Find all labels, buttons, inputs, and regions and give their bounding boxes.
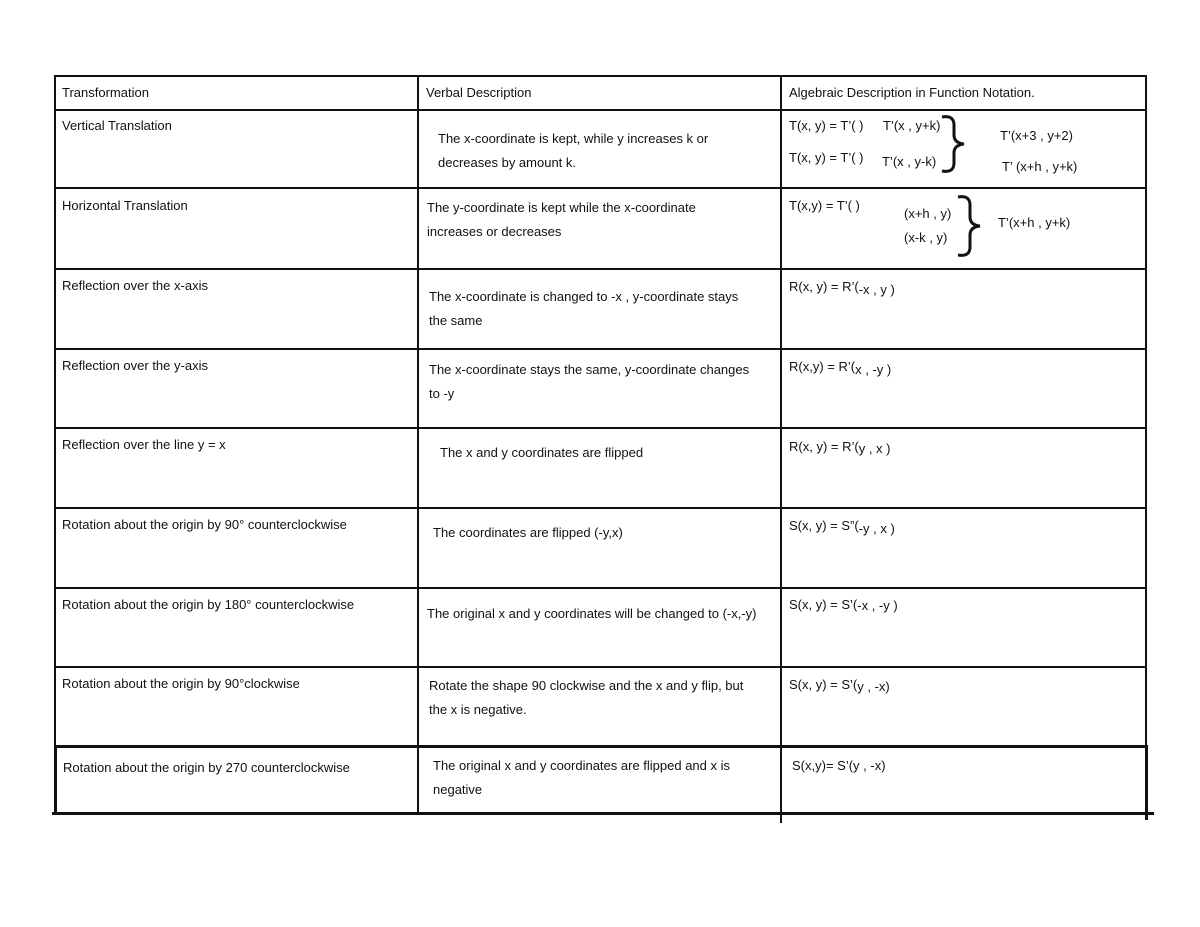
table-row-divider: [54, 507, 1147, 509]
table-border-right: [1145, 75, 1147, 820]
transformations-table: [54, 75, 1147, 814]
row-algebraic-option: (x-k , y): [904, 230, 948, 245]
algebraic-prefix: R(x,y) = R’(: [789, 359, 856, 374]
algebraic-prefix: R(x, y) = R’(: [789, 439, 859, 454]
table-row-divider: [54, 427, 1147, 429]
row-algebraic-expression: T’(x , y-k): [882, 154, 937, 169]
algebraic-value: -x , -y ): [857, 598, 898, 613]
algebraic-prefix: S(x, y) = S’(: [789, 677, 858, 692]
table-row-divider: [54, 348, 1147, 350]
row-transformation-label: Reflection over the line y = x: [62, 437, 226, 452]
table-col-divider: [417, 75, 419, 815]
row-verbal-line: the x is negative.: [429, 702, 527, 717]
table-row-divider: [54, 268, 1147, 270]
row-algebraic-general: T’(x+h , y+k): [998, 215, 1071, 230]
algebraic-value: -y , x ): [858, 521, 895, 536]
table-row-divider: [54, 745, 1147, 748]
row-verbal-line: to -y: [429, 386, 455, 401]
algebraic-value: y , -x): [857, 679, 890, 694]
row-verbal-line: Rotate the shape 90 clockwise and the x and y flip, but: [429, 678, 744, 693]
row-algebraic-expression: S(x,y)= S’(y , -x): [792, 758, 886, 773]
algebraic-prefix: S(x, y) = S’(: [789, 597, 858, 612]
row-algebraic-expression: [789, 279, 895, 295]
row-transformation-label: Horizontal Translation: [62, 198, 188, 213]
table-row-divider: [54, 109, 1147, 111]
header-transformation: Transformation: [62, 85, 149, 100]
row-transformation-label: Rotation about the origin by 270 counterclockwise: [63, 760, 350, 775]
curly-brace-icon: [956, 193, 986, 259]
row-transformation-label: Reflection over the x-axis: [62, 278, 208, 293]
row-algebraic-expression: T’(x , y+k): [883, 118, 941, 133]
algebraic-value: -x , y ): [858, 282, 895, 297]
header-verbal-description: Verbal Description: [426, 85, 532, 100]
row-verbal-line: negative: [433, 782, 483, 797]
algebraic-value: y , x ): [858, 441, 891, 456]
row-transformation-label: Rotation about the origin by 90° counterclockwise: [62, 517, 347, 532]
row-algebraic-expression: T(x, y) = T’( ): [789, 150, 864, 165]
row-algebraic-option: (x+h , y): [904, 206, 952, 221]
row-verbal-line: The x-coordinate is changed to -x , y-coordinate stays: [429, 289, 739, 304]
row-verbal-line: The original x and y coordinates are flipped and x is: [433, 758, 731, 773]
row-algebraic-expression: [789, 439, 890, 455]
row-algebraic-expression: [789, 597, 898, 613]
table-row-divider: [54, 187, 1147, 189]
table-border-bottom: [52, 812, 1154, 815]
row-verbal-line: The original x and y coordinates will be changed to (-x,-y): [427, 606, 757, 621]
row-verbal-line: The x-coordinate is kept, while y increases k or: [438, 131, 709, 146]
row-transformation-label: Rotation about the origin by 180° counterclockwise: [62, 597, 355, 612]
row-algebraic-expression: [789, 359, 891, 375]
table-row-divider: [54, 666, 1147, 668]
row-verbal-line: increases or decreases: [427, 224, 562, 239]
row-transformation-label: Reflection over the y-axis: [62, 358, 208, 373]
row-transformation-label: Vertical Translation: [62, 118, 172, 133]
table-row-divider: [54, 587, 1147, 589]
row-transformation-label: Rotation about the origin by 90°clockwise: [62, 676, 300, 691]
row-algebraic-expression: [789, 677, 890, 693]
row-verbal-line: The x-coordinate stays the same, y-coordinate changes: [429, 362, 750, 377]
table-border-top: [54, 75, 1147, 77]
table-border-right-thick: [1145, 745, 1148, 820]
row-verbal-line: the same: [429, 313, 483, 328]
table-col-divider: [780, 75, 782, 823]
row-algebraic-example: T’(x+3 , y+2): [1000, 128, 1073, 143]
row-algebraic-expression: [789, 518, 895, 534]
row-verbal-line: The y-coordinate is kept while the x-coordinate: [427, 200, 696, 215]
row-algebraic-general: T’ (x+h , y+k): [1002, 159, 1078, 174]
row-verbal-line: decreases by amount k.: [438, 155, 577, 170]
table-border-left: [54, 75, 56, 815]
algebraic-prefix: R(x, y) = R’(: [789, 279, 859, 294]
row-verbal-line: The coordinates are flipped (-y,x): [433, 525, 623, 540]
table-border-left-thick: [54, 745, 57, 815]
row-algebraic-expression: T(x,y) = T’( ): [789, 198, 860, 213]
row-algebraic-expression: T(x, y) = T’( ): [789, 118, 864, 133]
algebraic-prefix: S(x, y) = S”(: [789, 518, 859, 533]
algebraic-value: x , -y ): [855, 362, 892, 377]
row-verbal-line: The x and y coordinates are flipped: [440, 445, 644, 460]
header-algebraic-description: Algebraic Description in Function Notation.: [789, 85, 1035, 100]
curly-brace-icon: [940, 113, 970, 175]
